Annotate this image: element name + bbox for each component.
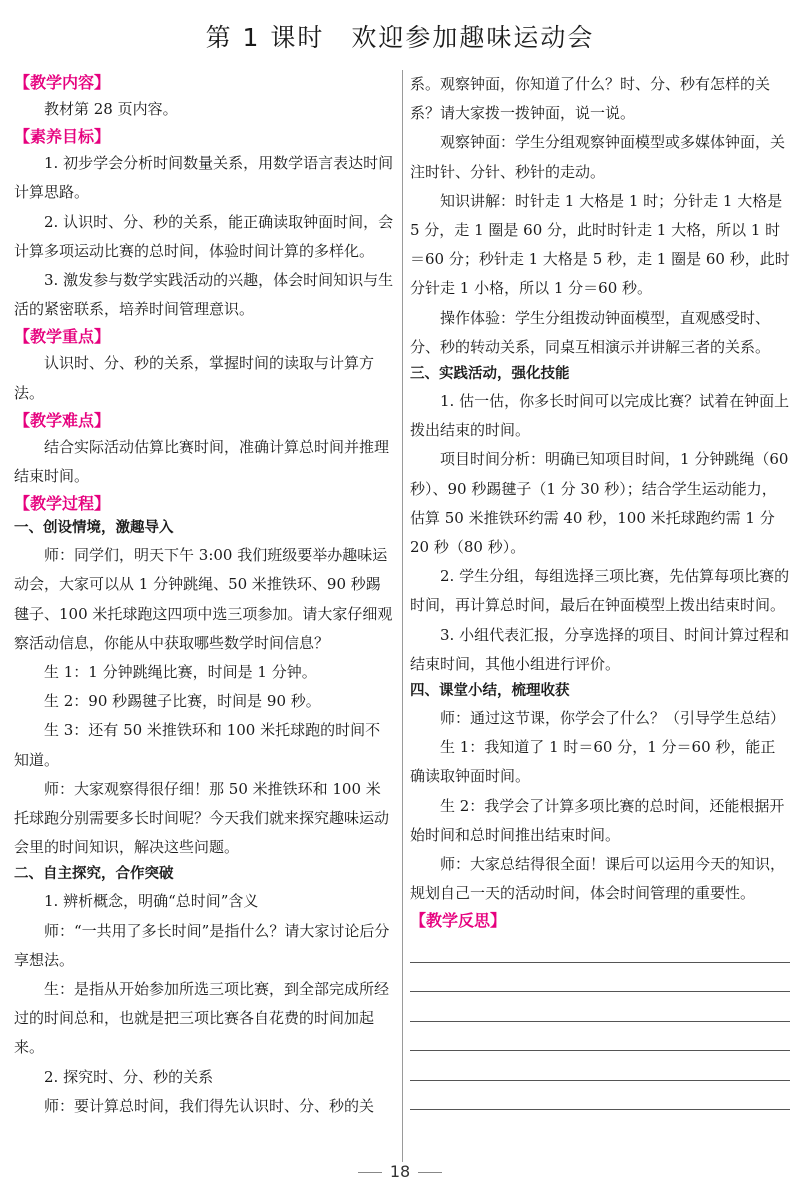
page-number xyxy=(0,1162,800,1181)
section-heading-reflection: 【教学反思】 xyxy=(410,911,507,931)
column-divider xyxy=(402,70,403,1162)
paragraph: 生 1：1 分钟跳绳比赛，时间是 1 分钟。 xyxy=(44,663,317,682)
right-column xyxy=(410,70,790,1110)
paragraph: 生 1：我知道了 1 时＝60 分，1 分＝60 秒，能正确读取钟面时间。 xyxy=(410,738,776,786)
writing-line xyxy=(410,991,790,992)
paragraph: 生：是指从开始参加所选三项比赛，到全部完成所经过的时间总和，也就是把三项比赛各自花费的时间加起来。 xyxy=(14,980,390,1057)
subheading: 二、自主探究，合作突破 xyxy=(14,866,174,883)
paragraph: 师：要计算总时间，我们得先认识时、分、秒的关 xyxy=(44,1096,375,1115)
subheading: 三、实践活动，强化技能 xyxy=(410,366,570,383)
section-heading-process: 【教学过程】 xyxy=(14,494,111,514)
writing-line xyxy=(410,962,790,963)
paragraph: 生 2：我学会了计算多项比赛的总时间，还能根据开始时间和总时间推出结束时间。 xyxy=(410,796,785,844)
left-column xyxy=(14,70,394,1121)
paragraph: 生 2：90 秒踢毽子比赛，时间是 90 秒。 xyxy=(44,692,321,711)
paragraph: 教材第 28 页内容。 xyxy=(44,100,178,118)
paragraph: 结合实际活动估算比赛时间，准确计算总时间并推理结束时间。 xyxy=(14,437,390,486)
section-heading-content: 【教学内容】 xyxy=(14,73,111,92)
paragraph: 认识时、分、秒的关系，掌握时间的读取与计算方法。 xyxy=(14,354,375,402)
paragraph: 系。观察钟面，你知道了什么？时、分、秒有怎样的关系？请大家拨一拨钟面，说一说。 xyxy=(410,75,771,123)
paragraph: 师：大家观察得很仔细！那 50 米推铁环和 100 米托球跑分别需要多长时间呢？今天我们就来探究趣味运动会里的时间知识，解决这些问题。 xyxy=(14,779,390,857)
paragraph: 师：同学们，明天下午 3:00 我们班级要举办趣味运动会，大家可以从 1 分钟跳绳、50 米推铁环、90 秒踢毽子、100 米托球跑这四项中选三项参加。请大家仔细观察活动信息，你能从中获取哪些数学时间信息？ xyxy=(14,546,393,652)
paragraph: 3. 小组代表汇报，分享选择的项目、时间计算过程和结束时间，其他小组进行评价。 xyxy=(410,625,790,673)
paragraph: 师：“一共用了多长时间”是指什么？请大家讨论后分享想法。 xyxy=(14,921,390,969)
section-heading-goals: 【素养目标】 xyxy=(14,127,111,147)
paragraph: 师：大家总结得很全面！课后可以运用今天的知识，规划自己一天的活动时间，体会时间管理的重要性。 xyxy=(410,855,786,903)
paragraph: 2. 学生分组，每组选择三项比赛，先估算每项比赛的时间，再计算总时间，最后在钟面模型上拨出结束时间。 xyxy=(410,567,790,615)
paragraph: 操作体验：学生分组拨动钟面模型，直观感受时、分、秒的转动关系，同桌互相演示并讲解三者的关系。 xyxy=(410,308,771,356)
paragraph: 师：通过这节课，你学会了什么？（引导学生总结） xyxy=(440,709,786,728)
paragraph: 项目时间分析：明确已知项目时间，1 分钟跳绳（60 秒）、90 秒踢毽子（1 分 30 秒）；结合学生运动能力，估算 50 米推铁环约需 40 秒，100 米托球跑约需 1 分 20 秒（80 秒）。 xyxy=(410,450,789,557)
paragraph: 2. 认识时、分、秒的关系，能正确读取钟面时间，会计算多项运动比赛的总时间，体验时间计算的多样化。 xyxy=(14,212,394,260)
paragraph: 知识讲解：时针走 1 大格是 1 时；分针走 1 大格是 5 分，走 1 圈是 60 分，此时时针走 1 大格，所以 1 时＝60 分；秒针走 1 大格是 5 秒，走 1 圈是 60 秒，此时分针走 1 小格，所以 1 分＝60 秒。 xyxy=(410,191,790,298)
page-number-text: 18 xyxy=(389,1162,411,1181)
writing-line xyxy=(410,1021,790,1022)
paragraph: 2. 探究时、分、秒的关系 xyxy=(44,1067,214,1086)
paragraph: 观察钟面：学生分组观察钟面模型或多媒体钟面，关注时针、分针、秒针的走动。 xyxy=(410,133,786,181)
reflection-lines xyxy=(410,962,790,1111)
section-heading-difficulties: 【教学难点】 xyxy=(14,410,111,430)
subheading: 一、创设情境，激趣导入 xyxy=(14,520,174,537)
dash-left xyxy=(358,1172,382,1173)
paragraph: 生 3：还有 50 米推铁环和 100 米托球跑的时间不知道。 xyxy=(14,721,381,769)
section-heading-key-points: 【教学重点】 xyxy=(14,327,111,347)
writing-line xyxy=(410,1050,790,1051)
paragraph: 1. 辨析概念，明确“总时间”含义 xyxy=(44,892,259,911)
paragraph: 3. 激发参与数学实践活动的兴趣，体会时间知识与生活的紧密联系，培养时间管理意识。 xyxy=(14,271,394,319)
writing-line xyxy=(410,1109,790,1110)
page-title: 第 1 课时 欢迎参加趣味运动会 xyxy=(205,23,595,52)
dash-right xyxy=(418,1172,442,1173)
writing-line xyxy=(410,1080,790,1081)
paragraph: 1. 估一估，你多长时间可以完成比赛？试着在钟面上拨出结束的时间。 xyxy=(410,392,790,440)
paragraph: 1. 初步学会分析时间数量关系，用数学语言表达时间计算思路。 xyxy=(14,154,394,202)
subheading: 四、课堂小结，梳理收获 xyxy=(410,683,570,700)
